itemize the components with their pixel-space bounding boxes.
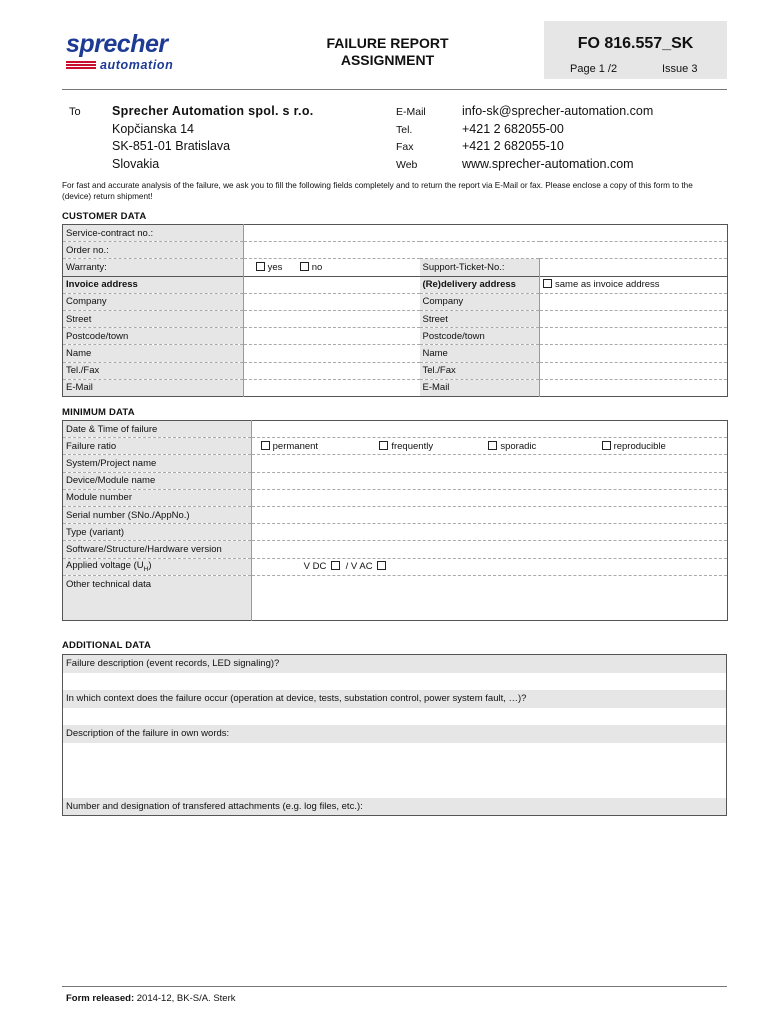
table-row bbox=[63, 798, 727, 816]
order-no-field[interactable] bbox=[244, 242, 728, 259]
fax-value: +421 2 682055-10 bbox=[462, 139, 564, 153]
invoice-name-label: Name bbox=[63, 345, 244, 362]
footer bbox=[66, 993, 236, 1004]
page-indicator: Page 1 /2 bbox=[570, 63, 618, 75]
form-number-box bbox=[544, 21, 727, 79]
document-title-line2: ASSIGNMENT bbox=[340, 52, 435, 68]
sporadic-label: sporadic bbox=[500, 440, 537, 452]
form-released-label: Form released: bbox=[66, 993, 135, 1004]
table-row bbox=[63, 541, 728, 558]
table-row bbox=[63, 362, 728, 379]
delivery-street-label: Street bbox=[420, 310, 540, 327]
delivery-email-label: E-Mail bbox=[420, 379, 540, 396]
warranty-options bbox=[244, 259, 420, 276]
web-label: Web bbox=[396, 158, 418, 171]
delivery-name-field[interactable] bbox=[540, 345, 728, 362]
delivery-company-field[interactable] bbox=[540, 293, 728, 310]
warranty-yes-label: yes bbox=[267, 261, 283, 273]
fax-label: Fax bbox=[396, 141, 414, 153]
tel-label: Tel. bbox=[396, 123, 413, 136]
vac-label: / V AC bbox=[345, 561, 373, 573]
sporadic-checkbox[interactable] bbox=[488, 441, 497, 450]
delivery-address-label: (Re)delivery address bbox=[420, 276, 540, 293]
delivery-telfax-field[interactable] bbox=[540, 362, 728, 379]
serial-number-label: Serial number (SNo./AppNo.) bbox=[63, 506, 252, 523]
invoice-street-label: Street bbox=[63, 310, 244, 327]
delivery-telfax-label: Tel./Fax bbox=[420, 362, 540, 379]
system-project-field[interactable] bbox=[252, 455, 728, 472]
delivery-company-label: Company bbox=[420, 293, 540, 310]
module-number-field[interactable] bbox=[252, 489, 728, 506]
device-module-label: Device/Module name bbox=[63, 472, 252, 489]
invoice-postcode-field[interactable] bbox=[244, 328, 420, 345]
table-row bbox=[63, 472, 728, 489]
issue-indicator: Issue 3 bbox=[662, 63, 698, 75]
date-time-field[interactable] bbox=[252, 421, 728, 438]
vdc-label: V DC bbox=[303, 561, 327, 573]
permanent-checkbox[interactable] bbox=[261, 441, 270, 450]
delivery-name-label: Name bbox=[420, 345, 540, 362]
table-row bbox=[63, 506, 728, 523]
invoice-email-field[interactable] bbox=[244, 379, 420, 396]
failure-context-field[interactable] bbox=[63, 708, 727, 725]
other-technical-field[interactable] bbox=[252, 575, 728, 620]
delivery-postcode-label: Postcode/town bbox=[420, 328, 540, 345]
table-row bbox=[63, 225, 728, 242]
table-row bbox=[63, 708, 727, 725]
table-row bbox=[63, 345, 728, 362]
reproducible-checkbox[interactable] bbox=[602, 441, 611, 450]
web-value: www.sprecher-automation.com bbox=[462, 156, 634, 171]
invoice-company-field[interactable] bbox=[244, 293, 420, 310]
intro-instructions: For fast and accurate analysis of the failure, we ask you to fill the following fields completely and to return the report via E-Mail or fax. Please enclose a copy of this form to the (device) return shipment! bbox=[62, 181, 693, 201]
table-row bbox=[63, 455, 728, 472]
delivery-email-field[interactable] bbox=[540, 379, 728, 396]
table-row bbox=[63, 655, 727, 673]
same-as-invoice-option bbox=[540, 276, 728, 293]
order-no-label: Order no.: bbox=[63, 242, 244, 259]
vac-checkbox[interactable] bbox=[377, 561, 386, 570]
applied-voltage-label bbox=[63, 558, 252, 575]
form-number: FO 816.557_SK bbox=[577, 35, 694, 52]
table-row bbox=[63, 328, 728, 345]
software-version-field[interactable] bbox=[252, 541, 728, 558]
invoice-company-label: Company bbox=[63, 293, 244, 310]
form-released-value: 2014-12, BK-S/A. Sterk bbox=[134, 993, 236, 1004]
logo-subline bbox=[66, 58, 206, 72]
invoice-telfax-field[interactable] bbox=[244, 362, 420, 379]
recipient-country: Slovakia bbox=[112, 156, 160, 171]
own-words-label: Description of the failure in own words: bbox=[63, 725, 727, 743]
support-ticket-label: Support-Ticket-No.: bbox=[420, 259, 540, 276]
module-number-label: Module number bbox=[63, 489, 252, 506]
table-row bbox=[63, 242, 728, 259]
recipient-address bbox=[112, 103, 314, 173]
frequently-label: frequently bbox=[391, 440, 434, 452]
invoice-name-field[interactable] bbox=[244, 345, 420, 362]
document-title bbox=[300, 35, 475, 69]
system-project-label: System/Project name bbox=[63, 455, 252, 472]
contact-labels bbox=[396, 104, 426, 174]
recipient-company: Sprecher Automation spol. s r.o. bbox=[112, 104, 314, 118]
delivery-postcode-field[interactable] bbox=[540, 328, 728, 345]
invoice-street-field[interactable] bbox=[244, 310, 420, 327]
footer-divider bbox=[62, 986, 727, 987]
table-row bbox=[63, 690, 727, 708]
table-row bbox=[63, 379, 728, 396]
invoice-postcode-label: Postcode/town bbox=[63, 328, 244, 345]
invoice-address-label: Invoice address bbox=[63, 276, 244, 293]
table-row bbox=[63, 421, 728, 438]
customer-data-table bbox=[62, 224, 728, 397]
failure-description-field[interactable] bbox=[63, 673, 727, 690]
failure-description-label: Failure description (event records, LED signaling)? bbox=[63, 655, 727, 673]
header-divider bbox=[62, 89, 727, 90]
company-logo bbox=[66, 32, 206, 72]
applied-voltage-close: ) bbox=[148, 560, 152, 572]
invoice-address-blank bbox=[244, 276, 420, 293]
to-label: To bbox=[69, 106, 81, 118]
software-version-label: Software/Structure/Hardware version bbox=[63, 541, 252, 558]
applied-voltage-field bbox=[252, 558, 728, 575]
logo-wordmark: sprecher bbox=[66, 30, 168, 58]
permanent-label: permanent bbox=[272, 440, 319, 452]
delivery-street-field[interactable] bbox=[540, 310, 728, 327]
applied-voltage-text: Applied voltage (U bbox=[66, 560, 144, 572]
own-words-field[interactable] bbox=[63, 743, 727, 798]
date-time-label: Date & Time of failure bbox=[63, 421, 252, 438]
minimum-data-title: MINIMUM DATA bbox=[62, 407, 135, 418]
contact-values bbox=[462, 103, 653, 173]
logo-subtext: automation bbox=[100, 58, 174, 72]
customer-data-title: CUSTOMER DATA bbox=[62, 211, 147, 222]
table-row bbox=[63, 310, 728, 327]
table-row bbox=[63, 259, 728, 276]
serial-number-field[interactable] bbox=[252, 506, 728, 523]
reproducible-label: reproducible bbox=[613, 440, 666, 452]
email-value: info-sk@sprecher-automation.com bbox=[462, 104, 654, 118]
recipient-street: Kopčianska 14 bbox=[112, 121, 195, 136]
invoice-email-label: E-Mail bbox=[63, 379, 244, 396]
table-row bbox=[63, 438, 728, 455]
table-row bbox=[63, 558, 728, 575]
table-row bbox=[63, 743, 727, 798]
failure-context-label: In which context does the failure occur (operation at device, tests, substation control, power system fault, …)? bbox=[63, 690, 727, 708]
additional-data-title: ADDITIONAL DATA bbox=[62, 640, 152, 651]
table-row bbox=[63, 725, 727, 743]
type-variant-label: Type (variant) bbox=[63, 524, 252, 541]
warranty-yes-checkbox[interactable] bbox=[256, 262, 265, 271]
other-technical-label: Other technical data bbox=[63, 575, 252, 620]
warranty-no-checkbox[interactable] bbox=[300, 262, 309, 271]
logo-stripes-icon bbox=[66, 61, 96, 69]
invoice-telfax-label: Tel./Fax bbox=[63, 362, 244, 379]
service-contract-label: Service-contract no.: bbox=[63, 225, 244, 242]
frequently-checkbox[interactable] bbox=[379, 441, 388, 450]
applied-voltage-subscript: H bbox=[143, 566, 149, 574]
service-contract-field[interactable] bbox=[244, 225, 728, 242]
table-row bbox=[63, 575, 728, 620]
warranty-label: Warranty: bbox=[63, 259, 244, 276]
email-label: E-Mail bbox=[396, 106, 426, 118]
same-as-invoice-checkbox[interactable] bbox=[543, 279, 552, 288]
attachments-label: Number and designation of transfered attachments (e.g. log files, etc.): bbox=[63, 798, 727, 816]
support-ticket-field[interactable] bbox=[540, 259, 728, 276]
table-row bbox=[63, 276, 728, 293]
table-row bbox=[63, 293, 728, 310]
additional-data-table bbox=[62, 654, 727, 816]
vdc-checkbox[interactable] bbox=[331, 561, 340, 570]
failure-ratio-options bbox=[252, 438, 728, 455]
type-variant-field[interactable] bbox=[252, 524, 728, 541]
tel-value: +421 2 682055-00 bbox=[462, 121, 564, 136]
device-module-field[interactable] bbox=[252, 472, 728, 489]
same-as-invoice-label: same as invoice address bbox=[555, 279, 660, 291]
table-row bbox=[63, 489, 728, 506]
minimum-data-table bbox=[62, 420, 728, 621]
failure-ratio-label: Failure ratio bbox=[63, 438, 252, 455]
recipient-city: SK-851-01 Bratislava bbox=[112, 139, 231, 153]
table-row bbox=[63, 524, 728, 541]
table-row bbox=[63, 673, 727, 690]
warranty-no-label: no bbox=[311, 261, 323, 273]
document-title-line1: FAILURE REPORT bbox=[326, 35, 449, 51]
